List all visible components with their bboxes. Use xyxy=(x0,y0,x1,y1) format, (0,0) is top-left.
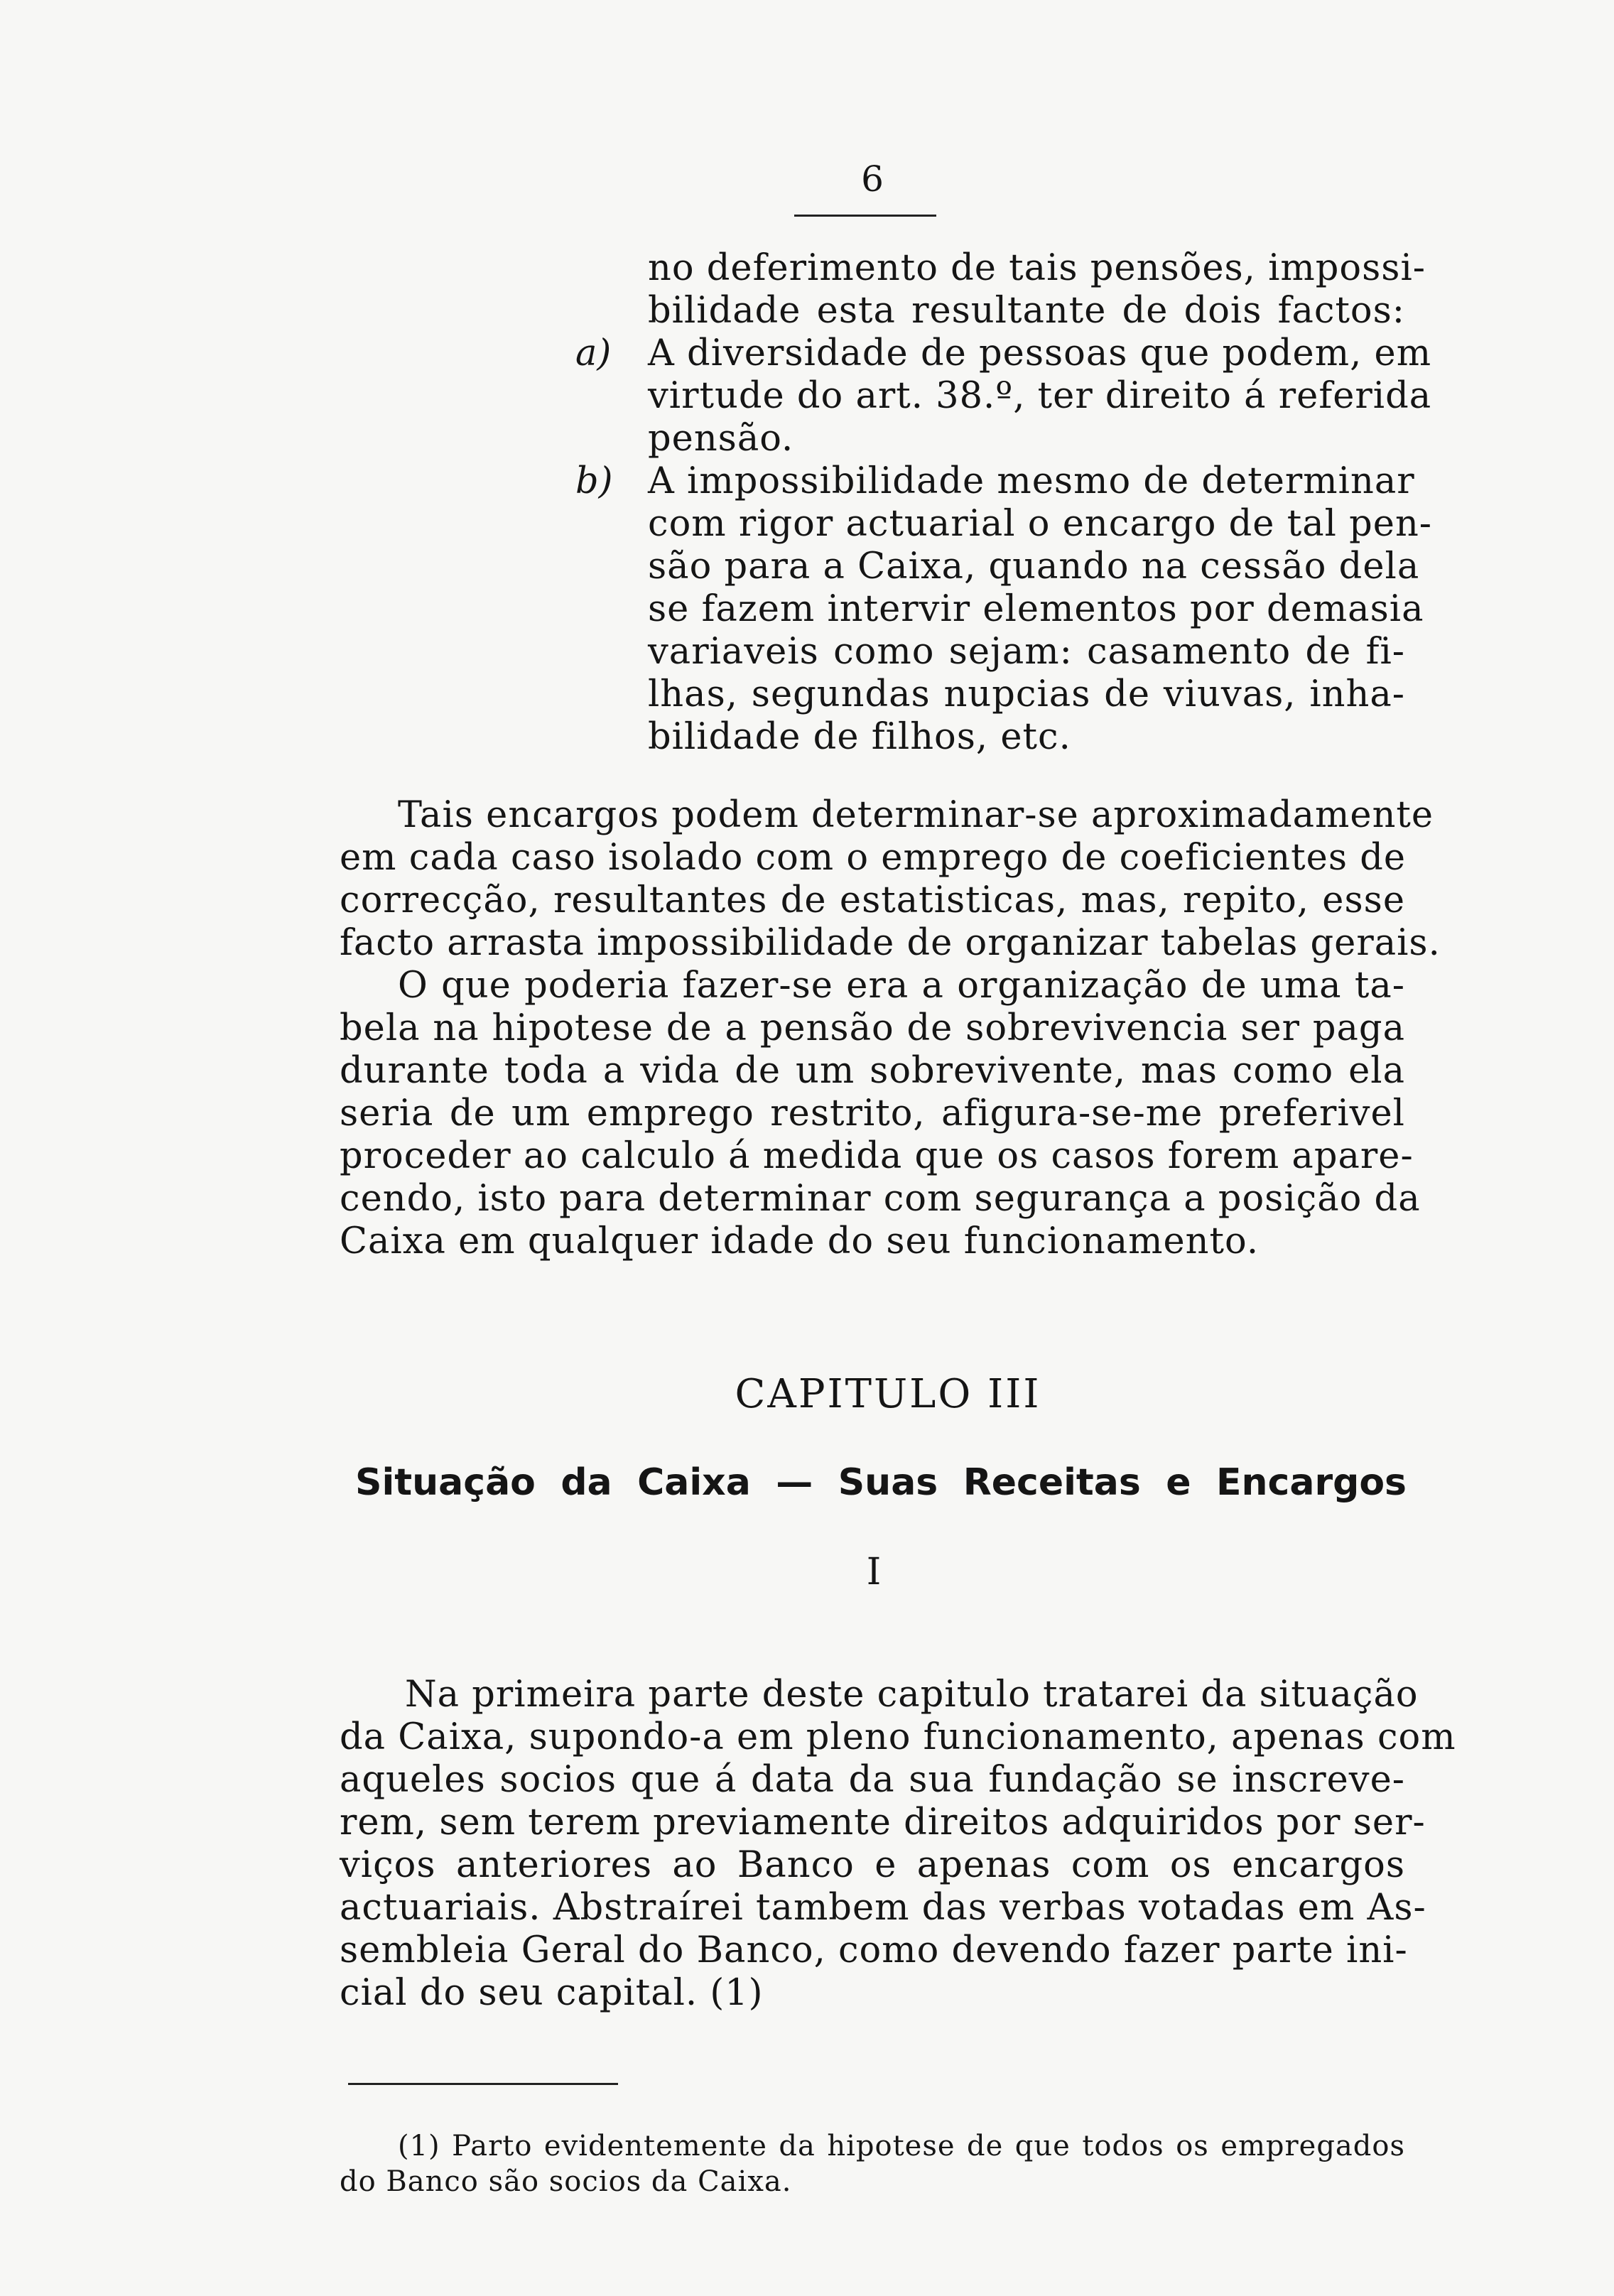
text-line: bilidade esta resultante de dois factos: xyxy=(648,290,1405,332)
footnote-line: do Banco são socios da Caixa. xyxy=(340,2165,792,2198)
text-line: variaveis como sejam: casamento de fi- xyxy=(648,631,1405,673)
text-line: O que poderia fazer-se era a organização de uma ta- xyxy=(398,965,1405,1007)
text-line: seria de um emprego restrito, afigura-se-me preferivel xyxy=(340,1093,1405,1135)
text-line: correcção, resultantes de estatisticas, mas, repito, esse xyxy=(340,879,1405,921)
text-line: Caixa em qualquer idade do seu funcionamento. xyxy=(340,1220,1260,1262)
section-numeral: I xyxy=(866,1551,882,1593)
text-line: pensão. xyxy=(648,418,794,460)
chapter-title: CAPITULO III xyxy=(735,1371,1041,1417)
text-line: cial do seu capital. (1) xyxy=(340,1972,764,2014)
text-line: A impossibilidade mesmo de determinar xyxy=(648,460,1415,502)
text-line: A diversidade de pessoas que podem, em xyxy=(648,332,1432,374)
page-number: 6 xyxy=(861,158,884,200)
list-marker: b) xyxy=(575,460,613,502)
text-line: da Caixa, supondo-a em pleno funcionamento, apenas com xyxy=(340,1716,1456,1758)
footnote-line: (1) Parto evidentemente da hipotese de que todos os empregados xyxy=(398,2130,1405,2162)
text-line: virtude do art. 38.º, ter direito á referida xyxy=(648,375,1432,417)
text-line: lhas, segundas nupcias de viuvas, inha- xyxy=(648,673,1405,715)
text-line: em cada caso isolado com o emprego de coeficientes de xyxy=(340,837,1407,879)
list-marker: a) xyxy=(575,332,612,374)
text-line: actuariais. Abstraírei tambem das verbas votadas em As- xyxy=(340,1887,1426,1929)
text-line: facto arrasta impossibilidade de organizar tabelas gerais. xyxy=(340,922,1441,964)
text-line: cendo, isto para determinar com segurança a posição da xyxy=(340,1178,1421,1220)
text-line: sembleia Geral do Banco, como devendo fazer parte ini- xyxy=(340,1929,1408,1971)
text-line: se fazem intervir elementos por demasia xyxy=(648,588,1424,630)
text-line: durante toda a vida de um sobrevivente, mas como ela xyxy=(340,1050,1405,1092)
text-line: bilidade de filhos, etc. xyxy=(648,716,1071,758)
text-line: no deferimento de tais pensões, impossi- xyxy=(648,247,1426,289)
text-line: rem, sem terem previamente direitos adquiridos por ser- xyxy=(340,1802,1426,1843)
text-line: são para a Caixa, quando na cessão dela xyxy=(648,546,1420,587)
text-line: Tais encargos podem determinar-se aproximadamente xyxy=(398,794,1434,836)
text-line: Na primeira parte deste capitulo tratarei da situação xyxy=(405,1674,1419,1716)
page-number-rule xyxy=(794,215,936,217)
text-line: viços anteriores ao Banco e apenas com os encargos xyxy=(340,1844,1405,1886)
text-line: bela na hipotese de a pensão de sobrevivencia ser paga xyxy=(340,1007,1405,1049)
section-heading: Situação da Caixa — Suas Receitas e Encargos xyxy=(355,1461,1407,1504)
text-line: proceder ao calculo á medida que os casos forem apare- xyxy=(340,1135,1414,1177)
text-line: com rigor actuarial o encargo de tal pen- xyxy=(648,503,1433,545)
text-line: aqueles socios que á data da sua fundação se inscreve- xyxy=(340,1759,1405,1801)
footnote-rule xyxy=(348,2083,618,2085)
